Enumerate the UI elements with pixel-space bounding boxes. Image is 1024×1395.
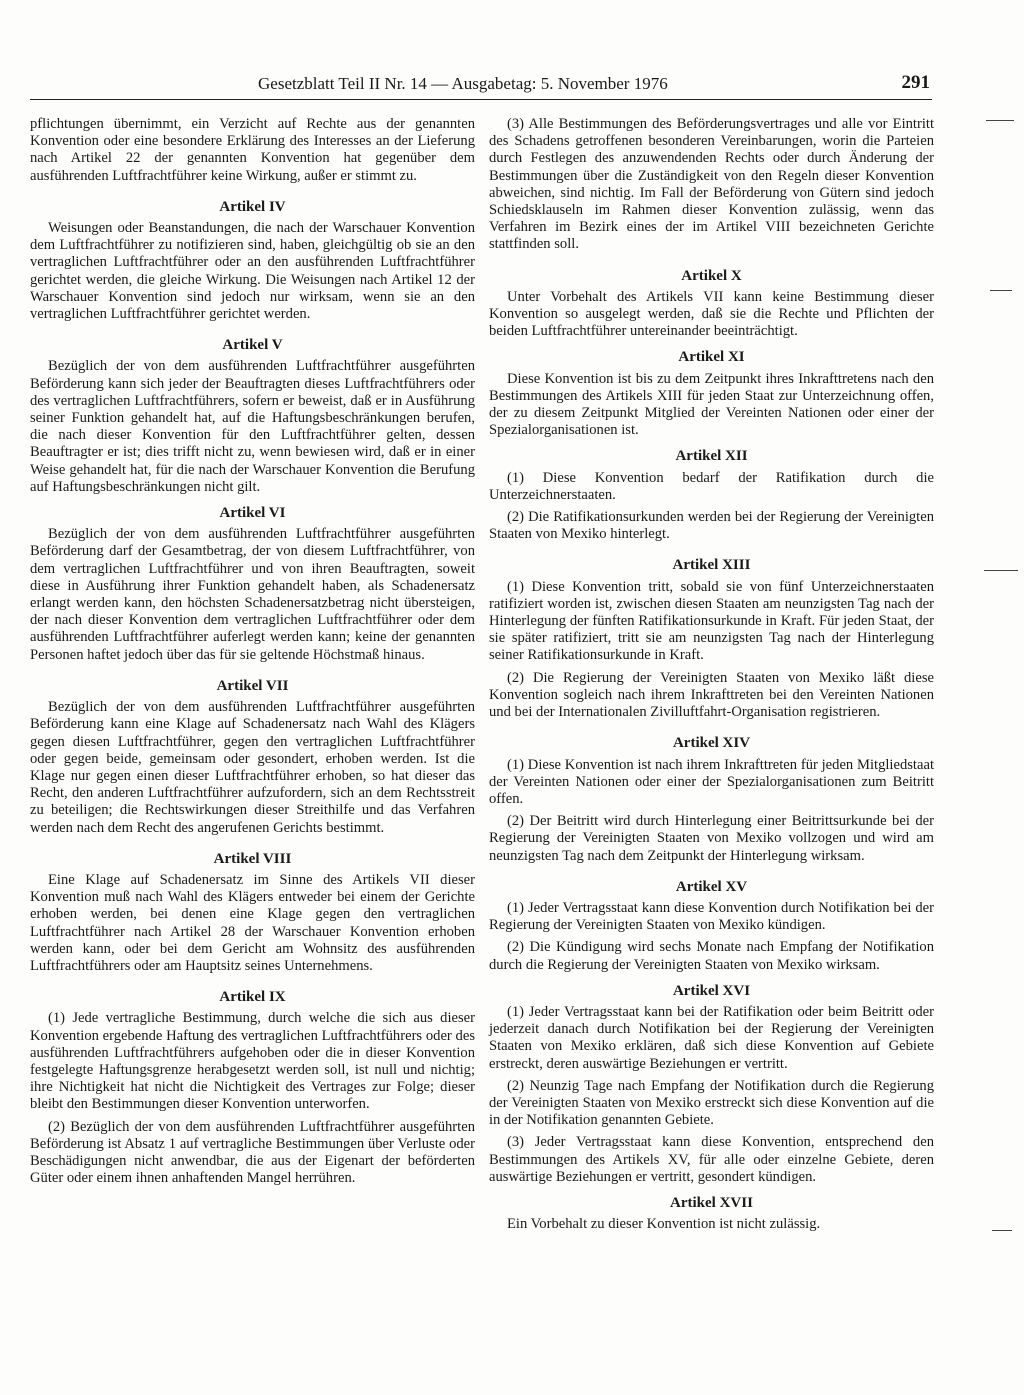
margin-scan-mark [992, 1230, 1012, 1231]
intro-paragraph: pflichtungen übernimmt, ein Verzicht auf Rechte aus der genannten Konvention oder eine besondere Erklärung des Interesses an der Lieferung nach Artikel 22 der genannten Konvention hat gegenüber dem ausführenden Luftfrachtführer keine Wirkung, außer er stimmt zu. [30, 116, 475, 184]
page-number: 291 [901, 72, 930, 93]
page-header [30, 72, 930, 98]
article-paragraph: (1) Diese Konvention bedarf der Ratifikation durch die Unterzeichnerstaaten. [489, 469, 934, 503]
margin-scan-mark [984, 570, 1018, 571]
header-rule [30, 99, 932, 100]
article-paragraph: (1) Diese Konvention tritt, sobald sie von fünf Unterzeichnerstaaten ratifiziert worden ist, zwischen diesen Staaten am neunzigsten Tag nach der Hinterlegung der fünften Ratifikationsurkunde in Kraft. Für jeden Staat, der sie später ratifiziert, tritt sie am neunzigsten Tag nach der Hinterlegung seiner Ratifikationsurkunde in Kraft. [489, 578, 934, 664]
article-paragraph: Unter Vorbehalt des Artikels VII kann keine Bestimmung dieser Konvention so ausgelegt werden, daß sie die Rechte und Pflichten der beiden Luftfrachtführer untereinander beeinträchtigt. [489, 288, 934, 340]
article-heading: Artikel VII [216, 677, 289, 694]
article-paragraph: (2) Neunzig Tage nach Empfang der Notifikation durch die Regierung der Vereinigten Staaten von Mexiko erstreckt sich diese Konvention auf die in der Notifikation genannten Gebiete. [489, 1077, 934, 1129]
article-paragraph: (2) Die Regierung der Vereinigten Staaten von Mexiko läßt diese Konvention sogleich nach ihrem Inkrafttreten bei den Vereinten Nationen und bei der Internationalen Zivilluftfahrt-Organisation registrieren. [489, 669, 934, 721]
margin-scan-mark [990, 290, 1012, 291]
article-paragraph: (3) Alle Bestimmungen des Beförderungsvertrages und alle vor Eintritt des Schadens getroffenen besonderen Vereinbarungen, worin die Parteien durch Festlegen des anzuwendenden Rechts oder durch Änderung der Bestimmungen über die Zuständigkeit von den Regeln dieser Konvention abweichen, sind nichtig. Im Fall der Beförderung von Gütern sind jedoch Schiedsklauseln im Rahmen dieser Konvention zulässig, wenn das Verfahren im Bezirk eines der im Artikel VIII bezeichneten Gerichte stattfinden soll. [489, 116, 934, 253]
article-heading: Artikel X [681, 267, 742, 284]
left-column [30, 116, 475, 1192]
article-paragraph: Ein Vorbehalt zu dieser Konvention ist nicht zulässig. [507, 1216, 821, 1233]
article-paragraph: (1) Jede vertragliche Bestimmung, durch welche die sich aus dieser Konvention ergebende Haftung des vertraglichen Luftfrachtführers oder des ausführenden Luftfrachtführers aufgehoben oder die in dieser Konvention festgelegte Haftungsgrenze herabgesetzt werden soll, ist null und nichtig; ihre Nichtigkeit hat nicht die Nichtigkeit des Vertrages zur Folge; dieser bleibt den Bestimmungen dieser Konvention unterworfen. [30, 1010, 475, 1113]
article-heading: Artikel VIII [213, 850, 292, 867]
article-heading: Artikel IX [219, 989, 286, 1006]
article-paragraph: Weisungen oder Beanstandungen, die nach der Warschauer Konvention dem Luftfrachtführer zu notifizieren sind, haben, gleichgültig ob sie an den vertraglichen Luftfrachtführer oder an den ausführenden Luftfrachtführer gerichtet werden, die gleiche Wirkung. Die Weisungen nach Artikel 12 der Warschauer Konvention sind jedoch nur wirksam, wenn sie an den vertraglichen Luftfrachtführer gerichtet werden. [30, 220, 475, 323]
article-heading: Artikel VI [219, 505, 286, 522]
article-paragraph: Diese Konvention ist bis zu dem Zeitpunkt ihres Inkrafttretens nach den Bestimmungen des Artikels XIII für jeden Staat zur Unterzeichnung offen, der zu diesem Zeitpunkt Mitglied der Vereinten Nationen oder einer der Spezialorganisationen ist. [489, 370, 934, 439]
article-paragraph: (1) Diese Konvention ist nach ihrem Inkrafttreten für jeden Mitgliedstaat der Vereinten Nationen oder einer der Spezialorganisationen zum Beitritt offen. [489, 756, 934, 807]
article-heading: Artikel XIV [672, 735, 751, 752]
right-column [489, 116, 934, 1238]
article-heading: Artikel IV [219, 198, 286, 215]
article-heading: Artikel XVII [670, 1194, 753, 1211]
article-paragraph: Bezüglich der von dem ausführenden Luftfrachtführer ausgeführten Beförderung kann eine Klage auf Schadenersatz nach Wahl des Klägers gegen diesen Luftfrachtführer, gegen den vertraglichen Luftfrachtführer oder gegen beide, gemeinsam oder gesondert, erhoben werden. Ist die Klage nur gegen einen dieser Luftfrachtführer erhoben, so hat dieser das Recht, den anderen Luftfrachtführer aufzufordern, sich an dem Rechtsstreit zu beteiligen; die Rechtswirkungen dieser Streithilfe und das Verfahren werden nach dem Recht des angerufenen Gerichts bestimmt. [30, 699, 475, 836]
article-heading: Artikel XII [675, 448, 748, 465]
article-paragraph: (3) Jeder Vertragsstaat kann diese Konvention, entsprechend den Bestimmungen des Artikels XV, für alle oder einzelne Gebiete, deren auswärtige Beziehungen er vertritt, gesondert kündigen. [489, 1134, 934, 1185]
article-heading: Artikel XI [678, 349, 745, 366]
article-paragraph: (2) Die Ratifikationsurkunden werden bei der Regierung der Vereinigten Staaten von Mexiko hinterlegt. [489, 509, 934, 543]
article-heading: Artikel V [222, 337, 283, 354]
running-head: Gesetzblatt Teil II Nr. 14 — Ausgabetag: 5. November 1976 [258, 74, 668, 93]
article-paragraph: (2) Bezüglich der von dem ausführenden Luftfrachtführer ausgeführten Beförderung ist Absatz 1 auf vertragliche Bestimmungen über Verluste oder Beschädigungen nicht anwendbar, die aus der Eigenart der beförderten Güter oder einem ihnen anhaftenden Mangel herrühren. [30, 1118, 475, 1187]
article-paragraph: (1) Jeder Vertragsstaat kann diese Konvention durch Notifikation bei der Regierung der Vereinigten Staaten von Mexiko kündigen. [489, 899, 934, 934]
article-heading: Artikel XVI [672, 982, 751, 999]
article-paragraph: Bezüglich der von dem ausführenden Luftfrachtführer ausgeführten Beförderung kann sich jeder der Beauftragten dieses Luftfrachtführers oder des vertraglichen Luftfrachtführers, sofern er beweist, daß er in Ausführung seiner Funktion gehandelt hat, auf die Haftungsbeschränkungen berufen, die nach dieser Konvention für den Luftfrachtführer gelten, dessen Beauftragter er ist; dies trifft nicht zu, wenn bewiesen wird, daß er in einer Weise gehandelt hat, für die nach der Warschauer Konvention die Berufung auf Haftungsbeschränkungen nicht gilt. [30, 358, 475, 495]
article-heading: Artikel XV [675, 878, 748, 895]
article-paragraph: (1) Jeder Vertragsstaat kann bei der Ratifikation oder beim Beitritt oder jederzeit danach durch Notifikation bei der Regierung der Vereinigten Staaten von Mexiko erklären, daß sich diese Konvention auf Gebiete erstreckt, deren auswärtige Beziehungen er vertritt. [489, 1003, 934, 1072]
margin-scan-mark [986, 120, 1014, 121]
article-paragraph: (2) Die Kündigung wird sechs Monate nach Empfang der Notifikation durch die Regierung der Vereinigten Staaten von Mexiko wirksam. [489, 939, 934, 973]
article-heading: Artikel XIII [672, 557, 751, 574]
article-paragraph: (2) Der Beitritt wird durch Hinterlegung einer Beitrittsurkunde bei der Regierung der Vereinigten Staaten von Mexiko vollzogen und wird am neunzigsten Tag nach dem Zeitpunkt der Hinterlegung wirksam. [489, 813, 934, 864]
article-paragraph: Eine Klage auf Schadenersatz im Sinne des Artikels VII dieser Konvention muß nach Wahl des Klägers entweder bei einem der Gerichte erhoben werden, bei denen eine Klage gegen den vertraglichen Luftfrachtführer nach Artikel 28 der Warschauer Konvention erhoben werden kann, oder bei dem Gericht am Wohnsitz des ausführenden Luftfrachtführers oder am Hauptsitz seines Unternehmens. [30, 871, 475, 974]
article-paragraph: Bezüglich der von dem ausführenden Luftfrachtführer ausgeführten Beförderung darf der Gesamtbetrag, der von diesem Luftfrachtführer, von dem vertraglichen Luftfrachtführer und von ihren Beauftragten, soweit diese in Ausführung ihrer Funktion gehandelt haben, als Schadenersatz erlangt werden kann, den höchsten Schadenersatzbetrag nicht übersteigen, der nach dieser Konvention dem vertraglichen Luftfrachtführer oder dem ausführenden Luftfrachtführer auferlegt werden kann; keine der genannten Personen haftet jedoch über das für sie geltende Höchstmaß hinaus. [30, 526, 475, 663]
